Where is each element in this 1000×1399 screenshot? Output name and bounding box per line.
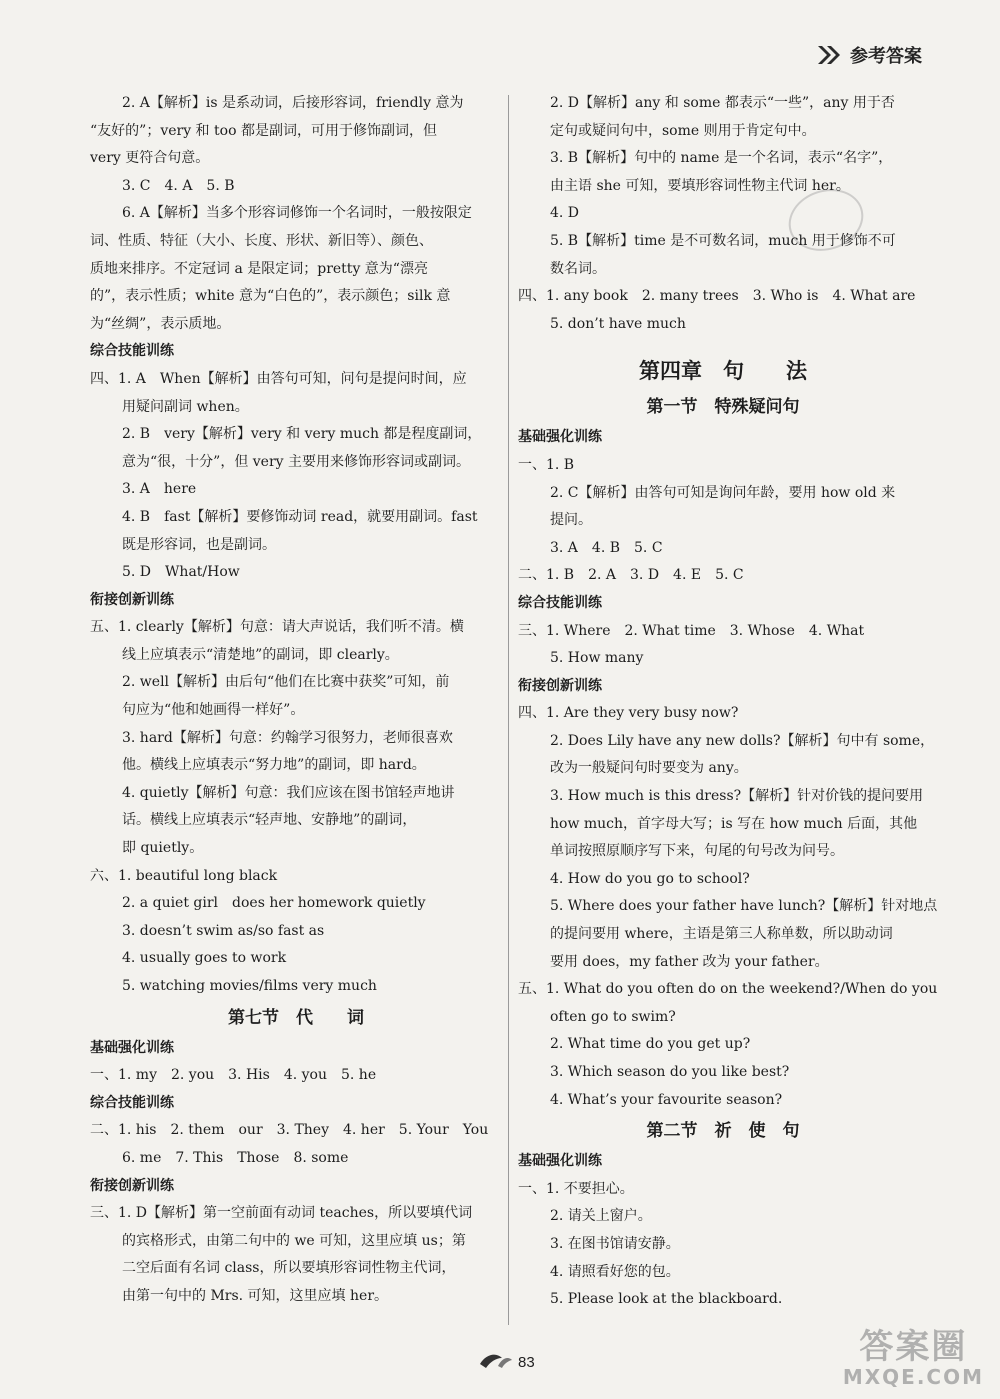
- answer-line: 二、1. his 2. them our 3. They 4. her 5. Your You: [90, 1122, 489, 1139]
- answer-line: 意为“很，十分”，但 very 主要用来修饰形容词或副词。: [122, 453, 471, 470]
- answer-line: 他。横线上应填表示“努力地”的副词，即 hard。: [122, 757, 426, 774]
- watermark-main: 答案圈: [859, 1327, 968, 1367]
- section-heading: 衔接创新训练: [90, 1177, 174, 1194]
- answer-line: 3. 在图书馆请安静。: [550, 1235, 680, 1252]
- page-footer: [478, 1350, 535, 1374]
- answer-line: 定句或疑问句中，some 则用于肯定句中。: [550, 122, 816, 139]
- answer-line: 2. 请关上窗户。: [550, 1208, 652, 1225]
- answer-line: 4. What’s your favourite season?: [550, 1091, 783, 1108]
- answer-line: 一、1. my 2. you 3. His 4. you 5. he: [90, 1067, 377, 1084]
- answer-line: very 更符合句意。: [90, 150, 210, 167]
- answer-line: 3. hard【解析】句意：约翰学习很努力，老师很喜欢: [122, 729, 453, 746]
- answer-line: 5. How many: [550, 650, 644, 667]
- header-title: 参考答案: [850, 46, 922, 67]
- section-heading: 基础强化训练: [90, 1039, 174, 1056]
- subsection-heading: 第二节 祈 使 句: [646, 1121, 800, 1142]
- answer-line: 改为一般疑问句时要变为 any。: [550, 760, 748, 777]
- answer-line: 话。横线上应填表示“轻声地、安静地”的副词，: [122, 812, 417, 829]
- answer-line: 数名词。: [550, 260, 606, 277]
- answer-line: 3. A 4. B 5. C: [550, 539, 663, 556]
- answer-line: 四、1. A When【解析】由答句可知，问句是提问时间，应: [90, 370, 467, 387]
- answer-line: 为“丝绸”，表示质地。: [90, 315, 231, 332]
- answer-line: 4. usually goes to work: [122, 950, 287, 967]
- answer-line: 词、性质、特征（大小、长度、形状、新旧等）、颜色、: [90, 232, 433, 249]
- answer-line: 4. D: [550, 205, 580, 222]
- answer-line: 6. me 7. This Those 8. some: [122, 1149, 349, 1166]
- answer-line: 线上应填表示“清楚地”的副词，即 clearly。: [122, 646, 399, 663]
- section-heading: 综合技能训练: [90, 343, 174, 360]
- chapter-heading: 第四章 句 法: [639, 359, 807, 384]
- answer-line: 2. well【解析】由后句“他们在比赛中获奖”可知，前: [122, 674, 450, 691]
- answer-line: 的提问要用 where，主语是第三人称单数，所以助动词: [550, 926, 893, 943]
- answer-line: 3. Which season do you like best?: [550, 1064, 790, 1080]
- answer-line: 4. quietly【解析】句意：我们应该在图书馆轻声地讲: [122, 784, 455, 801]
- answer-line: 3. B【解析】句中的 name 是一个名词，表示“名字”，: [550, 150, 893, 167]
- answer-line: 5. watching movies/films very much: [122, 978, 377, 994]
- answer-line: 4. B fast【解析】要修饰动词 read，就要用副词。fast: [122, 508, 478, 525]
- answer-line: 3. C 4. A 5. B: [122, 177, 235, 194]
- answer-line: often go to swim?: [550, 1008, 676, 1025]
- answer-line: 二、1. B 2. A 3. D 4. E 5. C: [518, 567, 744, 584]
- page-header: [816, 42, 922, 68]
- page-number: 83: [518, 1353, 535, 1371]
- answer-line: 二空后面有名词 class，所以要填形容词性物主代词，: [122, 1260, 456, 1277]
- answer-line: 五、1. clearly【解析】句意：请大声说话，我们听不清。横: [90, 619, 464, 636]
- answer-line: 的”，表示性质；white 意为“白色的”，表示颜色；silk 意: [90, 288, 451, 305]
- answer-line: 2. B very【解析】very 和 very much 都是程度副词，: [122, 426, 482, 443]
- answer-line: 提问。: [550, 512, 592, 529]
- answer-line: 质地来排序。不定冠词 a 是限定词；pretty 意为“漂亮: [90, 260, 428, 277]
- answer-line: 2. C【解析】由答句可知是询问年龄，要用 how old 来: [550, 484, 896, 501]
- answer-line: 句应为“他和她画得一样好”。: [122, 702, 305, 719]
- answer-line: 2. D【解析】any 和 some 都表示“一些”，any 用于否: [550, 95, 895, 111]
- subsection-heading: 第七节 代 词: [228, 1007, 364, 1028]
- watermark-sub: MXQE.COM: [842, 1365, 984, 1389]
- section-heading: 综合技能训练: [90, 1094, 174, 1111]
- column-divider: [508, 95, 509, 1325]
- double-chevron-icon: [816, 44, 842, 66]
- answer-line: “友好的”；very 和 too 都是副词，可用于修饰副词，但: [90, 122, 437, 139]
- answer-line: 3. How much is this dress?【解析】针对价钱的提问要用: [550, 788, 924, 805]
- answer-line: 2. a quiet girl does her homework quietly: [122, 895, 426, 912]
- section-heading: 基础强化训练: [518, 1153, 602, 1170]
- answer-line: 用疑问副词 when。: [122, 398, 249, 415]
- answer-line: 由主语 she 可知，要填形容词性物主代词 her。: [550, 177, 850, 194]
- answer-line: 6. A【解析】当多个形容词修饰一个名词时，一般按限定: [122, 205, 472, 222]
- answer-line: 的宾格形式，由第二句中的 we 可知，这里应填 us；第: [122, 1232, 466, 1249]
- answer-line: 一、1. B: [518, 456, 575, 473]
- right-column: [518, 90, 938, 1314]
- answer-line: 4. 请照看好您的包。: [550, 1263, 680, 1280]
- answer-line: 三、1. Where 2. What time 3. Whose 4. What: [518, 622, 865, 639]
- answer-line: 5. Where does your father have lunch?【解析】针对地点: [550, 898, 938, 915]
- answer-line: 5. B【解析】time 是不可数名词，much 用于修饰不可: [550, 232, 896, 249]
- left-column: [90, 90, 502, 1311]
- answer-line: 3. doesn’t swim as/so fast as: [122, 922, 325, 939]
- answer-line: how much，首字母大写；is 写在 how much 后面，其他: [550, 815, 918, 832]
- answer-line: 四、1. Are they very busy now?: [518, 705, 739, 722]
- answer-line: 即 quietly。: [122, 840, 204, 857]
- answer-line: 4. How do you go to school?: [550, 870, 750, 887]
- answer-line: 3. A here: [122, 481, 197, 498]
- answer-line: 三、1. D【解析】第一空前面有动词 teaches，所以要填代词: [90, 1205, 473, 1222]
- answer-line: 单词按照原顺序写下来，句尾的句号改为问号。: [550, 843, 844, 860]
- answer-line: 要用 does，my father 改为 your father。: [550, 953, 829, 970]
- watermark: [843, 1329, 984, 1389]
- answer-line: 既是形容词，也是副词。: [122, 536, 276, 553]
- answer-line: 2. A【解析】is 是系动词，后接形容词，friendly 意为: [122, 95, 464, 111]
- section-heading: 综合技能训练: [518, 594, 602, 611]
- section-heading: 衔接创新训练: [518, 677, 602, 694]
- answer-line: 由第一句中的 Mrs. 可知，这里应填 her。: [122, 1287, 389, 1304]
- section-heading: 基础强化训练: [518, 429, 602, 446]
- section-heading: 衔接创新训练: [90, 591, 174, 608]
- answer-line: 2. What time do you get up?: [550, 1036, 751, 1053]
- answer-line: 四、1. any book 2. many trees 3. Who is 4. What are: [518, 288, 916, 305]
- answer-line: 五、1. What do you often do on the weekend?/When do you: [518, 981, 938, 998]
- leaf-logo-icon: [478, 1350, 514, 1374]
- answer-line: 2. Does Lily have any new dolls?【解析】句中有 some，: [550, 732, 935, 749]
- answer-line: 一、1. 不要担心。: [518, 1180, 634, 1197]
- subsection-heading: 第一节 特殊疑问句: [646, 397, 800, 418]
- answer-line: 5. D What/How: [122, 564, 240, 581]
- answer-line: 5. Please look at the blackboard.: [550, 1291, 783, 1308]
- answer-line: 六、1. beautiful long black: [90, 867, 278, 884]
- answer-line: 5. don’t have much: [550, 315, 686, 332]
